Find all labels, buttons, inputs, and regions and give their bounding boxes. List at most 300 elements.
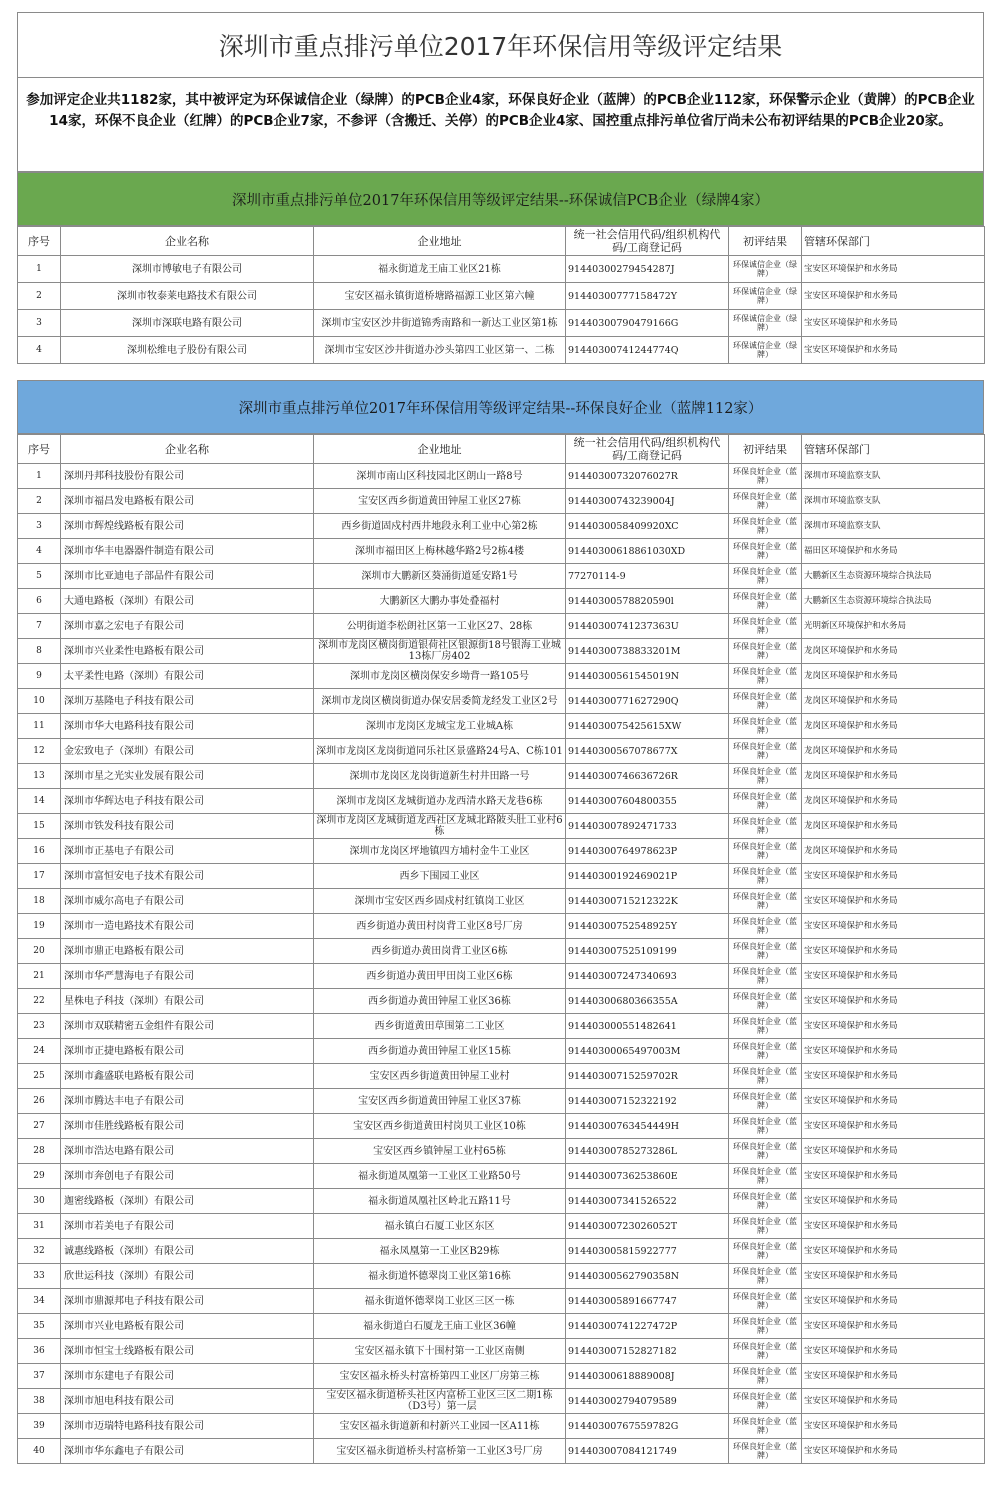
table-row (18, 689, 985, 714)
credit-code: 91440300618889008J (566, 1364, 729, 1389)
row-index: 18 (18, 889, 61, 914)
department: 宝安区环境保护和水务局 (802, 1239, 985, 1264)
rating-result: 环保诚信企业（绿牌） (729, 256, 802, 283)
company-name: 深圳市华东鑫电子有限公司 (61, 1439, 314, 1464)
company-name: 深圳市鼎源邦电子科技有限公司 (61, 1289, 314, 1314)
credit-code: 91440300763454449H (566, 1114, 729, 1139)
company-name: 深圳市福昌发电路板有限公司 (61, 489, 314, 514)
rating-result: 环保良好企业（蓝牌） (729, 1239, 802, 1264)
row-index: 19 (18, 914, 61, 939)
company-address: 深圳市大鹏新区葵涌街道延安路1号 (314, 564, 566, 589)
credit-code: 91440300785273286L (566, 1139, 729, 1164)
row-index: 30 (18, 1189, 61, 1214)
company-address: 深圳市龙岗区龙城宝龙工业城A栋 (314, 714, 566, 739)
header-col-index: 序号 (18, 435, 61, 464)
table-row (18, 614, 985, 639)
header-col-index: 序号 (18, 227, 61, 256)
rating-result: 环保良好企业（蓝牌） (729, 614, 802, 639)
company-name: 诚惠线路板（深圳）有限公司 (61, 1239, 314, 1264)
row-index: 21 (18, 964, 61, 989)
company-name: 深圳市华辉达电子科技有限公司 (61, 789, 314, 814)
credit-code: 91440300055148264​1 (566, 1014, 729, 1039)
department: 宝安区环境保护和水务局 (802, 1364, 985, 1389)
rating-result: 环保良好企业（蓝牌） (729, 1364, 802, 1389)
row-index: 2 (18, 283, 61, 310)
company-name: 深圳市双联精密五金组件有限公司 (61, 1014, 314, 1039)
department: 龙岗区环境保护和水务局 (802, 814, 985, 839)
table-header-row (18, 227, 985, 256)
table-row (18, 1189, 985, 1214)
row-index: 32 (18, 1239, 61, 1264)
rating-result: 环保良好企业（蓝牌） (729, 1214, 802, 1239)
company-name: 深圳市博敏电子有限公司 (61, 256, 314, 283)
department: 宝安区环境保护和水务局 (802, 1439, 985, 1464)
row-index: 13 (18, 764, 61, 789)
rating-result: 环保良好企业（蓝牌） (729, 664, 802, 689)
rating-result: 环保良好企业（蓝牌） (729, 889, 802, 914)
table-row (18, 1389, 985, 1414)
header-col-address: 企业地址 (314, 435, 566, 464)
credit-code: 91440300715212322K (566, 889, 729, 914)
credit-code: 91440300589166774​7 (566, 1289, 729, 1314)
department: 宝安区环境保护和水务局 (802, 939, 985, 964)
department: 龙岗区环境保护和水务局 (802, 714, 985, 739)
company-name: 深圳市富恒安电子技术有限公司 (61, 864, 314, 889)
credit-code: 91440300771627290Q (566, 689, 729, 714)
credit-code: 91440300736253860E (566, 1164, 729, 1189)
summary-text: 参加评定企业共1182家，其中被评定为环保诚信企业（绿牌）的PCB企业4家，环保良好企业（蓝牌）的PCB企业112家，环保警示企业（黄牌）的PCB企业14家，环保不良企业（红牌）的PCB企业7家，不参评（含搬迁、关停）的PCB企业4家、国控重点排污单位省厅尚未公布初评结果的PCB企业20家。 (17, 78, 984, 172)
table-row (18, 914, 985, 939)
company-address: 深圳市龙岗区横岗街道办保安居委简龙经发工业区2号 (314, 689, 566, 714)
company-name: 深圳市星之光实业发展有限公司 (61, 764, 314, 789)
department: 龙岗区环境保护和水务局 (802, 689, 985, 714)
rating-result: 环保诚信企业（绿牌） (729, 283, 802, 310)
rating-result: 环保良好企业（蓝牌） (729, 939, 802, 964)
company-address: 福永镇白石厦工业区东区 (314, 1214, 566, 1239)
company-address: 福永街道龙王庙工业区21栋 (314, 256, 566, 283)
company-address: 大鹏新区大鹏办事处叠福村 (314, 589, 566, 614)
header-col-company-name: 企业名称 (61, 435, 314, 464)
company-name: 深圳市旭电科技有限公司 (61, 1389, 314, 1414)
department: 深圳市环境监察支队 (802, 464, 985, 489)
row-index: 36 (18, 1339, 61, 1364)
company-address: 宝安区福永桥头村富桥第四工业区厂房第三栋 (314, 1364, 566, 1389)
company-address: 深圳市南山区科技园北区朗山一路8号 (314, 464, 566, 489)
department: 龙岗区环境保护和水务局 (802, 839, 985, 864)
company-address: 福永街道凤凰第一工业区工业路50号 (314, 1164, 566, 1189)
page-title: 深圳市重点排污单位2017年环保信用等级评定结果 (17, 12, 984, 78)
header-col-result: 初评结果 (729, 435, 802, 464)
row-index: 8 (18, 639, 61, 664)
row-index: 17 (18, 864, 61, 889)
company-name: 深圳市华丰电器器件制造有限公司 (61, 539, 314, 564)
rating-result: 环保良好企业（蓝牌） (729, 464, 802, 489)
table-row (18, 789, 985, 814)
credit-code: 91440300752548925Y (566, 914, 729, 939)
table-row (18, 310, 985, 337)
rating-result: 环保良好企业（蓝牌） (729, 1139, 802, 1164)
company-name: 金宏致电子（深圳）有限公司 (61, 739, 314, 764)
company-name: 大通电路板（深圳）有限公司 (61, 589, 314, 614)
row-index: 1 (18, 256, 61, 283)
department: 宝安区环境保护和水务局 (802, 864, 985, 889)
row-index: 27 (18, 1114, 61, 1139)
credit-code: 91440300741244774Q (566, 337, 729, 364)
company-address: 深圳市宝安区沙井街道办沙头第四工业区第一、二栋 (314, 337, 566, 364)
department: 大鹏新区生态资源环境综合执法局 (802, 564, 985, 589)
rating-result: 环保诚信企业（绿牌） (729, 337, 802, 364)
company-address: 深圳市龙岗区龙城街道办龙西清水路天龙巷6栋 (314, 789, 566, 814)
company-name: 太平柔性电路（深圳）有限公司 (61, 664, 314, 689)
company-address: 宝安区西乡街道黄田钟屋工业区27栋 (314, 489, 566, 514)
department: 龙岗区环境保护和水务局 (802, 664, 985, 689)
credit-code: 91440300754256​15XW (566, 714, 729, 739)
department: 宝安区环境保护和水务局 (802, 1064, 985, 1089)
credit-code: 91440300767559782G (566, 1414, 729, 1439)
row-index: 39 (18, 1414, 61, 1439)
company-address: 宝安区西乡街道黄田村岗贝工业区10栋 (314, 1114, 566, 1139)
department: 光明新区环境保护和水务局 (802, 614, 985, 639)
credit-code: 91440300790479166G (566, 310, 729, 337)
header-col-department: 管辖环保部门 (802, 227, 985, 256)
company-name: 深圳市威尔高电子有限公司 (61, 889, 314, 914)
company-address: 宝安区西乡街道黄田钟屋工业区37栋 (314, 1089, 566, 1114)
row-index: 20 (18, 939, 61, 964)
department: 深圳市环境监察支队 (802, 489, 985, 514)
department: 宝安区环境保护和水务局 (802, 337, 985, 364)
rating-result: 环保良好企业（蓝牌） (729, 639, 802, 664)
header-col-department: 管辖环保部门 (802, 435, 985, 464)
table-row (18, 1339, 985, 1364)
department: 宝安区环境保护和水务局 (802, 989, 985, 1014)
department: 宝安区环境保护和水务局 (802, 964, 985, 989)
department: 宝安区环境保护和水务局 (802, 1039, 985, 1064)
credit-code: 91440300562790358N (566, 1264, 729, 1289)
table-row (18, 739, 985, 764)
header-col-credit-code: 统一社会信用代码/组织机构代码/工商登记码 (566, 227, 729, 256)
rating-result: 环保良好企业（蓝牌） (729, 714, 802, 739)
rating-result: 环保良好企业（蓝牌） (729, 764, 802, 789)
table-row (18, 989, 985, 1014)
company-address: 西乡街道办黄田钟屋工业区15栋 (314, 1039, 566, 1064)
department: 宝安区环境保护和水务局 (802, 1139, 985, 1164)
rating-result: 环保良好企业（蓝牌） (729, 1039, 802, 1064)
rating-result: 环保良好企业（蓝牌） (729, 814, 802, 839)
table-row (18, 564, 985, 589)
row-index: 28 (18, 1139, 61, 1164)
row-index: 3 (18, 514, 61, 539)
company-address: 西乡街道办黄田钟屋工业区36栋 (314, 989, 566, 1014)
rating-result: 环保良好企业（蓝牌） (729, 1439, 802, 1464)
department: 宝安区环境保护和水务局 (802, 1339, 985, 1364)
header-col-result: 初评结果 (729, 227, 802, 256)
company-name: 深圳市华严慧海电子有限公司 (61, 964, 314, 989)
table-row (18, 814, 985, 839)
company-name: 深圳市迈瑞特电路科技有限公司 (61, 1414, 314, 1439)
company-address: 西乡街道固戍村西井地段永利工业中心第2栋 (314, 514, 566, 539)
table-row (18, 964, 985, 989)
row-index: 10 (18, 689, 61, 714)
company-name: 星株电子科技（深圳）有限公司 (61, 989, 314, 1014)
credit-code: 91440300734152652​2 (566, 1189, 729, 1214)
credit-code: 91440300715259702R (566, 1064, 729, 1089)
department: 宝安区环境保护和水务局 (802, 1164, 985, 1189)
department: 宝安区环境保护和水务局 (802, 310, 985, 337)
table-row (18, 939, 985, 964)
credit-code: 91440300680366355A (566, 989, 729, 1014)
table-row (18, 764, 985, 789)
credit-code: 91440300723026052T (566, 1214, 729, 1239)
table-row (18, 489, 985, 514)
credit-code: 91440300764978623P (566, 839, 729, 864)
row-index: 29 (18, 1164, 61, 1189)
row-index: 5 (18, 564, 61, 589)
row-index: 15 (18, 814, 61, 839)
table-row (18, 839, 985, 864)
company-name: 深圳市一造电路技术有限公司 (61, 914, 314, 939)
credit-code: 91440300561545019N (566, 664, 729, 689)
credit-code: 91440300777158472Y (566, 283, 729, 310)
rating-result: 环保良好企业（蓝牌） (729, 914, 802, 939)
department: 宝安区环境保护和水务局 (802, 1389, 985, 1414)
company-address: 深圳市宝安区沙井街道锦秀南路和一新达工业区第1栋 (314, 310, 566, 337)
rating-result: 环保良好企业（蓝牌） (729, 989, 802, 1014)
row-index: 38 (18, 1389, 61, 1414)
company-name: 深圳市浩达电路有限公司 (61, 1139, 314, 1164)
company-address: 福永街道凤凰社区岭北五路11号 (314, 1189, 566, 1214)
company-address: 宝安区福永镇街道桥塘路福源工业区第六幢 (314, 283, 566, 310)
row-index: 33 (18, 1264, 61, 1289)
credit-code: 91440300279407958​9 (566, 1389, 729, 1414)
department: 龙岗区环境保护和水务局 (802, 764, 985, 789)
company-name: 深圳丹邦科技股份有限公司 (61, 464, 314, 489)
row-index: 31 (18, 1214, 61, 1239)
credit-code: 91440300752510919​9 (566, 939, 729, 964)
table-row (18, 539, 985, 564)
rating-result: 环保良好企业（蓝牌） (729, 589, 802, 614)
rating-result: 环保良好企业（蓝牌） (729, 1114, 802, 1139)
row-index: 37 (18, 1364, 61, 1389)
blue-table (17, 434, 985, 1464)
department: 福田区环境保护和水务局 (802, 539, 985, 564)
table-row (18, 1139, 985, 1164)
table-row (18, 1064, 985, 1089)
department: 宝安区环境保护和水务局 (802, 1114, 985, 1139)
credit-code: 91440300567078677X (566, 739, 729, 764)
company-address: 宝安区西乡镇钟屋工业村65栋 (314, 1139, 566, 1164)
company-address: 深圳市宝安区西乡固戍村红镇岗工业区 (314, 889, 566, 914)
department: 宝安区环境保护和水务局 (802, 1264, 985, 1289)
company-name: 深圳市若美电子有限公司 (61, 1214, 314, 1239)
rating-result: 环保良好企业（蓝牌） (729, 1189, 802, 1214)
blue-section-banner: 深圳市重点排污单位2017年环保信用等级评定结果--环保良好企业（蓝牌112家） (17, 380, 984, 434)
row-index: 6 (18, 589, 61, 614)
rating-result: 环保良好企业（蓝牌） (729, 864, 802, 889)
company-name: 深圳市辉煌线路板有限公司 (61, 514, 314, 539)
company-name: 欣世运科技（深圳）有限公司 (61, 1264, 314, 1289)
green-table (17, 226, 985, 364)
company-name: 深圳市佳胜线路板有限公司 (61, 1114, 314, 1139)
rating-result: 环保良好企业（蓝牌） (729, 539, 802, 564)
table-row (18, 1014, 985, 1039)
table-row (18, 256, 985, 283)
rating-result: 环保良好企业（蓝牌） (729, 1414, 802, 1439)
company-address: 深圳市福田区上梅林越华路2号2栋4楼 (314, 539, 566, 564)
table-row (18, 589, 985, 614)
table-row (18, 1314, 985, 1339)
company-name: 深圳市华大电路科技有限公司 (61, 714, 314, 739)
credit-code: 91440300578820590l (566, 589, 729, 614)
table-row (18, 864, 985, 889)
green-section-banner: 深圳市重点排污单位2017年环保信用等级评定结果--环保诚信PCB企业（绿牌4家） (17, 172, 984, 226)
department: 宝安区环境保护和水务局 (802, 1214, 985, 1239)
department: 宝安区环境保护和水务局 (802, 889, 985, 914)
table-row (18, 1289, 985, 1314)
header-col-address: 企业地址 (314, 227, 566, 256)
company-address: 西乡街道办黄田村岗背工业区8号厂房 (314, 914, 566, 939)
rating-result: 环保良好企业（蓝牌） (729, 1314, 802, 1339)
row-index: 40 (18, 1439, 61, 1464)
company-address: 宝安区福永街道新和村新兴工业园一区A11栋 (314, 1414, 566, 1439)
department: 龙岗区环境保护和水务局 (802, 639, 985, 664)
department: 宝安区环境保护和水务局 (802, 1414, 985, 1439)
rating-result: 环保良好企业（蓝牌） (729, 1164, 802, 1189)
company-address: 深圳市龙岗区坪地镇四方埔村金牛工业区 (314, 839, 566, 864)
company-name: 深圳松维电子股份有限公司 (61, 337, 314, 364)
company-name: 深圳市兴业电路板有限公司 (61, 1314, 314, 1339)
department: 宝安区环境保护和水务局 (802, 256, 985, 283)
row-index: 7 (18, 614, 61, 639)
rating-result: 环保良好企业（蓝牌） (729, 964, 802, 989)
company-name: 深圳市鑫盛联电路板有限公司 (61, 1064, 314, 1089)
table-row (18, 1089, 985, 1114)
department: 宝安区环境保护和水务局 (802, 1014, 985, 1039)
company-address: 深圳市龙岗区横岗街道银荷社区银源街18号银海工业城13栋厂房402 (314, 639, 566, 664)
table-row (18, 1264, 985, 1289)
row-index: 23 (18, 1014, 61, 1039)
company-name: 深圳市比亚迪电子部品件有限公司 (61, 564, 314, 589)
company-name: 深圳市嘉之宏电子有限公司 (61, 614, 314, 639)
table-row (18, 1239, 985, 1264)
rating-result: 环保良好企业（蓝牌） (729, 789, 802, 814)
table-row (18, 283, 985, 310)
credit-code: 91440300760480035​5 (566, 789, 729, 814)
credit-code: 91440300192469021P (566, 864, 729, 889)
company-address: 福永街道白石厦龙王庙工业区36幢 (314, 1314, 566, 1339)
rating-result: 环保良好企业（蓝牌） (729, 1264, 802, 1289)
credit-code: 9144030058409920XC (566, 514, 729, 539)
credit-code: 91440300746636726R (566, 764, 729, 789)
row-index: 34 (18, 1289, 61, 1314)
company-address: 西乡下围园工业区 (314, 864, 566, 889)
department: 宝安区环境保护和水务局 (802, 1289, 985, 1314)
rating-result: 环保良好企业（蓝牌） (729, 514, 802, 539)
row-index: 4 (18, 337, 61, 364)
company-address: 西乡街道办黄田甲田岗工业区6栋 (314, 964, 566, 989)
header-col-credit-code: 统一社会信用代码/组织机构代码/工商登记码 (566, 435, 729, 464)
company-name: 深圳万基隆电子科技有限公司 (61, 689, 314, 714)
credit-code: 91440300618861030XD (566, 539, 729, 564)
company-address: 宝安区西乡街道黄田钟屋工业村 (314, 1064, 566, 1089)
row-index: 3 (18, 310, 61, 337)
rating-result: 环保良好企业（蓝牌） (729, 1089, 802, 1114)
company-name: 深圳市铁发科技有限公司 (61, 814, 314, 839)
credit-code: 91440300708412174​9 (566, 1439, 729, 1464)
company-address: 深圳市龙岗区龙城街道龙西社区龙城北路陂头肚工业村6栋 (314, 814, 566, 839)
company-name: 迦密线路板（深圳）有限公司 (61, 1189, 314, 1214)
rating-result: 环保良好企业（蓝牌） (729, 739, 802, 764)
department: 深圳市环境监察支队 (802, 514, 985, 539)
company-name: 深圳市牧泰莱电路技术有限公司 (61, 283, 314, 310)
credit-code: 91440300732076027R (566, 464, 729, 489)
department: 宝安区环境保护和水务局 (802, 914, 985, 939)
credit-code: 91440300715232219​2 (566, 1089, 729, 1114)
credit-code: 91440300741227472P (566, 1314, 729, 1339)
rating-result: 环保良好企业（蓝牌） (729, 689, 802, 714)
company-address: 宝安区福永镇下十围村第一工业区南侧 (314, 1339, 566, 1364)
company-address: 宝安区福永街道桥头村富桥第一工业区3号厂房 (314, 1439, 566, 1464)
row-index: 2 (18, 489, 61, 514)
rating-result: 环保良好企业（蓝牌） (729, 564, 802, 589)
rating-result: 环保良好企业（蓝牌） (729, 489, 802, 514)
company-name: 深圳市鼎正电路板有限公司 (61, 939, 314, 964)
credit-code: 91440300789247173​3 (566, 814, 729, 839)
rating-result: 环保诚信企业（绿牌） (729, 310, 802, 337)
row-index: 11 (18, 714, 61, 739)
rating-result: 环保良好企业（蓝牌） (729, 1389, 802, 1414)
rating-result: 环保良好企业（蓝牌） (729, 1064, 802, 1089)
table-row (18, 714, 985, 739)
table-row (18, 1439, 985, 1464)
table-row (18, 337, 985, 364)
company-name: 深圳市东建电子有限公司 (61, 1364, 314, 1389)
credit-code: 91440300741237363U (566, 614, 729, 639)
row-index: 26 (18, 1089, 61, 1114)
table-row (18, 1214, 985, 1239)
row-index: 12 (18, 739, 61, 764)
credit-code: 91440300743239004J (566, 489, 729, 514)
rating-result: 环保良好企业（蓝牌） (729, 1014, 802, 1039)
company-address: 深圳市龙岗区龙岗街道同乐社区景盛路24号A、C栋101 (314, 739, 566, 764)
department: 宝安区环境保护和水务局 (802, 1089, 985, 1114)
row-index: 24 (18, 1039, 61, 1064)
company-address: 深圳市龙岗区横岗保安乡坳背一路105号 (314, 664, 566, 689)
credit-code: 91440300581592277​7 (566, 1239, 729, 1264)
company-address: 福永凤凰第一工业区B29栋 (314, 1239, 566, 1264)
rating-result: 环保良好企业（蓝牌） (729, 1339, 802, 1364)
table-row (18, 639, 985, 664)
table-header-row (18, 435, 985, 464)
table-row (18, 1039, 985, 1064)
department: 龙岗区环境保护和水务局 (802, 739, 985, 764)
company-address: 宝安区福永街道桥头社区内富桥工业区三区二期1栋（D3号）第一层 (314, 1389, 566, 1414)
company-name: 深圳市恒宝士线路板有限公司 (61, 1339, 314, 1364)
company-address: 深圳市龙岗区龙岗街道新生村井田路一号 (314, 764, 566, 789)
table-row (18, 1414, 985, 1439)
credit-code: 77270114-9 (566, 564, 729, 589)
credit-code: 91440300738833201M (566, 639, 729, 664)
company-address: 西乡街道黄田草围第二工业区 (314, 1014, 566, 1039)
company-address: 公明街道李松朗社区第一工业区27、28栋 (314, 614, 566, 639)
row-index: 1 (18, 464, 61, 489)
company-name: 深圳市深联电路有限公司 (61, 310, 314, 337)
table-row (18, 1164, 985, 1189)
row-index: 35 (18, 1314, 61, 1339)
row-index: 16 (18, 839, 61, 864)
rating-result: 环保良好企业（蓝牌） (729, 839, 802, 864)
row-index: 14 (18, 789, 61, 814)
company-name: 深圳市奔创电子有限公司 (61, 1164, 314, 1189)
